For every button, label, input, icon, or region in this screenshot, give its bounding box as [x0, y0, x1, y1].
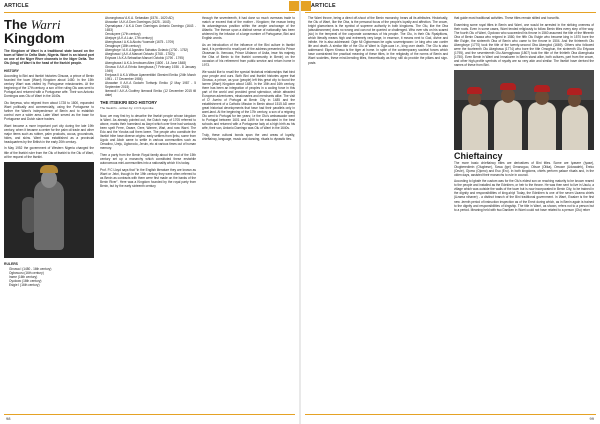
rulers-heading: RULERS [4, 261, 18, 266]
left-page [0, 0, 299, 424]
right-page [301, 0, 600, 424]
list-item: • Abejoye (A.K.A Luiz, 17th century) [105, 36, 196, 40]
list-item: • Erejuwa II A.K.A Wilson Ayamentikbi Gbesimi Emiko (24th March 1951 - 17 December 1986) [105, 73, 196, 81]
page-number: 98 [6, 416, 11, 421]
header-rule [305, 12, 596, 13]
list-item: • Omoluyere (17th century) [105, 32, 196, 36]
body-paragraph: We would like to recall the special historical relationships that bind your people and ours. Both Bini and Itsekiri histories agree that Ginuwa, a prince, as your (people) left this great city to found the Iwerre (Warri) Kingdom about 1480. In the 15th and 16th century, there has been an integration of peoples in a coding force in this part of the world and provided great splendour, which attracted European adventurers, missionaries and merchants alike. The visit of D' Aveiro of Portugal at Benin City in 1485 and the establishment of a Catholic Mission in Benin about 1515 AD were great historical developments that have had their parallels only in warri-land. At the beginning of the 17th century, a son of a reigning Olu went to Portugal for ten years; i.e the Olu's ambassador went to Portugal between 1601 and 1499 to be educated in the best schools and returned with a Portuguese lady at a high birth as his wife, their son, Antonio Domingo was Olu of Warri in the 1640s. [202, 69, 295, 131]
right-column-1 [308, 16, 448, 408]
list-item: • Ginuwa I (1480 - 16th century) [9, 267, 94, 271]
history-paragraph: Olu Ikeyewa, who reigned from about 1728 to 1800, expanded Warri politically and commercially, using the Portuguese to further the Warri's independence of Benin and to establish control over a wider area. Later Warri served as the base for Portuguese and Dutch slave traders. [4, 101, 94, 122]
section-label: ARTICLE [4, 3, 29, 9]
history-paragraph: Warri became a more important port city during the late 19th century, when it became a center for the palm oil trade and other major items such as rubber, palm products, cocoa, groundnuts, hides, and skins. Warri was established as a provincial headquarters by the British in the early 20th century. [4, 123, 94, 144]
body-paragraph: Then a party from the Benin Royal family about the end of the 15th century set up a monarchy which constituted these erstwhile autonomous mini-communities into a nationality which it is today. [100, 152, 196, 166]
list-item: • Omagboye (18th century) [105, 44, 196, 48]
body-paragraph: Now, we may first try to describe the Itsekiri people whose kingdom is Warri. As already pointed out, the Dutch map of 1705 referred to above, marks their homeland as Awyri which over time had variously been spelt Ferre, Oware, Oere, Warree, Wari, and now Warri. The Edo and the Yoruba call them Iwere. The people who constitute the Itsekiri tribe have diverse origins: early settlers from Ijebu, some from Ugolo and Aboh came to settle in various communities such as Omadino, Ureju, Ugborodo, Jeruin, etc at various times out of human memory. [100, 114, 196, 151]
chieftaincy-heading: Chieftaincy [454, 150, 503, 161]
byline: The Itsekiri's - written by: J.O.S Ayomike [100, 105, 154, 110]
list-item: • Akengbuwa I A.K.A Jeroboam Aitex (1800 - 14 June 1848) [105, 61, 196, 65]
list-item: • Eriyowa I A.K.A Sebastian Manuel Octobio (1790 - 1795) [105, 56, 196, 60]
right-column-2 [454, 16, 594, 408]
history-paragraph: According to Bini and Itsekiri histories Ginuwa, a prince of Benin founded the town (Warri) Kingdom about 1480. In the 15th century Warri was visited by Portuguese missionaries. At the beginning of the 17th century, a son of the ruling Olu was sent to Portugal and returned with a Portuguese wife. Their son Antonio Domingos was Olu of Warri in the 1640s. [4, 74, 94, 99]
list-item: • Oyenakpara / A.K.A Dom Domingos Antonio Domingo (1643 - 1653) [105, 24, 196, 32]
rulers-list-continued [100, 16, 196, 97]
list-item: • Atorongbowo/ A.K.A. Sebastian (1576 - 1620 AD) [105, 16, 196, 20]
lead-paragraph: The Kingdom of Warri is a traditional state based on the town of Warri in Delta State, Nigeria. Warri is an island port on one of the Niger River channels in the Niger Delta. The Olu (king) of Warri is the head of the Itsekiri people. [4, 49, 94, 66]
olu-portrait-photo [4, 162, 94, 258]
left-column-3 [202, 16, 295, 408]
article-title [4, 18, 94, 45]
list-item: • Atuwatse II A.K.A Godwin Toritseju Emiko (2 May 1987 - 5 September 2015) [105, 81, 196, 89]
history-paragraph: In May 1952 the government of Western Nigeria changed the title of the Itsekiri ruler from the Olu of Itsekiri to the Olu of Warri, at the request of the Itsekiri. [4, 146, 94, 159]
list-item: • Irame (16th century) [9, 275, 94, 279]
accent-square [301, 1, 311, 11]
section-label: ARTICLE [311, 3, 336, 9]
body-paragraph: As an introduction of the influence of the Bini culture in Itsekiri land, it is pertinent to recall part of the address presented to Prince Olusesan Ik. Ihenuwa, Prince Ulidaron of Usita, inwe his majesty the Oba of Benin to the Itsekiri community in Benin) on the occasion of his retirement from public service and return home in 1973. [202, 42, 295, 68]
body-paragraph: through the seventeenth, it had done so much overseas trade to match or exceed that of the mother - Kingdom; the reason being its advantageous position within the ample anchorage of the Atlantic. The thence upon a distinct sense of nationality has been widened by the infusion of a large number of Portuguese, Bini and English words. [202, 16, 295, 41]
list-item: • Ikenwoli I A.K.A Godfrey Ikenwoli Emiko (12 December 2015 till date) [105, 89, 196, 97]
header-rule [4, 12, 295, 13]
itsekiri-history-heading: THE ITSEKIRI EDO HISTORY [100, 99, 158, 105]
title-kingdom: Kingdom [4, 30, 65, 46]
list-item: • Ogbowuru (16th century) [9, 271, 94, 275]
left-column-2 [100, 16, 196, 408]
list-item: • Oyolowo (16th century) [9, 279, 94, 283]
history-heading: HISTORY [4, 69, 19, 74]
body-paragraph: According to Igbafe the custom was for the Olu's eldest son on reaching maturity to be known reared to the people and installed as the Edekiren, or heir to the throne. He was then sent to live in Usulu, a village which was outside the walls of the town but is now incorporated in Benin City, to be trained in the dignity and responsibilities of king-ship! Today, the Edekiren is one of the seven Uzama chiefs (Uzama nihaner) - a distinct branch of the Bini traditional government. In Warri, Ewaker is the first new -leenth period of instruction inspection as of the Erect during which, as in Benin again is trained to the dignity and responsibilities of kingship. The title in Warri, as shown, refers not to a person but to a period. Meaning held with two Daniken in Warri could not have related to a person (Olu) reker [454, 179, 594, 212]
accent-square [289, 1, 299, 11]
list-item: • Akegbuwa I (A.K.A Manuel Octavio (1768 - 1782)) [105, 52, 196, 56]
rulers-list [4, 267, 94, 287]
right-page-header [301, 0, 600, 13]
left-page-header [0, 0, 299, 13]
chiefs-group-photo [454, 70, 594, 150]
body-paragraph: The more basic chieftaincy titles are derivatives of Bini titles. Some are Iyasere (Iyase), Olugberedimin (Olugbese), Sowa (ige) Omanoguo, Olisoe (Olika), Omuwe (Uduwaleh), Ereko (Orule), Ojomo (Ojomo) and Eso (Ero). In both kingdoms, chiefs perform palace rituals and, in the olden days, assisted their monarchs to rule in council. [454, 160, 594, 177]
list-item: • Atuwatse I A.K.A Dom Domingos (1625 - 1643) [105, 20, 196, 24]
title-warri: Warri [30, 17, 61, 32]
list-item: • Ginuwa II A.K.A Erinko Ikengbuwa (7 February 1936 - 8 January 1949) [105, 65, 196, 73]
page-number: 99 [589, 416, 594, 421]
footer-rule [305, 414, 596, 415]
footer-rule [4, 414, 295, 415]
left-column-1 [4, 16, 94, 408]
body-paragraph: that guide most traditional activities. These titles remain stilted and honorific. [454, 16, 560, 20]
body-paragraph: Truly, these cultural bonds span the vast areas of loyalty, chieftaincy, language, music and dancing, rituals to dynastic ties. [202, 132, 295, 141]
body-paragraph: Examining some royal titles in Benin and Warri, one would be arrested in the striking oneness of their roots. Even in some cases, Warri tended religiously to follow Benin titles every step of the way. The fourth Olu of Warri, Oyolowo who succeeded his throne in 1560 assumed the title of the fifteenth Oba of Benin Osawa who reigned in 1580, the fifth Olu Esigie who became king in 1570 bore the title Esigie, the sixteenth Oba of Benin who came to the throne in 1504. And the thirteenth Olu Akengboye (1770) took the title of the twenty-second Oba Akengboi (1669). Others who followed were the fourteenth Olu Akegbuwa (1774) who bore the title Omoghun, the sixteenth Olu Eriyowa (1795), and the seventeenth Olu Akenggbuwa (1807) took the title of the thirtieth Oba Akengbuda (1750). Even Benin in Warri and Imnakuren in Benin stand alike, both cultures, part from the crown, and other high-profile symbols of royalty are so very akin and similar. The Itsekiri have derived the names of these from Bini. [454, 22, 594, 68]
list-item: • Esigie I (16th century) [9, 283, 94, 287]
list-item: • Akengbuwa I A.K.A Akobu Yuomale (1675 - 1709) [105, 40, 196, 44]
title-the: The [4, 17, 28, 32]
body-paragraph: Prof. P.C Lloyd says that "in the English literature they are known as Warri or Jekri, though in the 19th century they were often referred to as Benin as contracts with them were first made on the banks of the Benin River". Here was a Kingdom founded by the royal party from Benin, but by the early sixteenth century [100, 167, 196, 188]
list-item: • Akengboye I A.K.A Agostino Salvatus Octavio (1730 - 1752) [105, 48, 196, 52]
body-paragraph: The Warri throne, being a direct off-shoot of the Benin monarchy, bears all its attributes. Historically, the Olu of Warri, like the Oba, is the personal focus of the people's loyalty and affection. The crown, bright glamorisms is the symbol of supreme authority in both kingdoms. The Olu, like the Oba (abusidewomen) does no wrong and can not be queried or challenged. Who ever sits on his scared (sic) in the temperal of the corporate consensus of his people. The Olu, in their Olu Rpalpitions, which literally means high and extremely very large, in essence, it means next to God, divine and infinite. He is also addressed: Ogie Mi Ogbomwan be ogbu sovereignwan: i.e king who can confer life and death. A similar title of the Olu of Warri is Ogie-uwa i.e., king over death. The Olu is also addressed: Ekpen Kirawu is the tiger at home. In spite of the contemporary societal forces which have constrained the practical meaning of these titles, in the religiosity of the norms of Benin and Warri societies, these mind-bending titles, theoretically as they, still do provide the pillars and sign-posts [308, 16, 448, 65]
